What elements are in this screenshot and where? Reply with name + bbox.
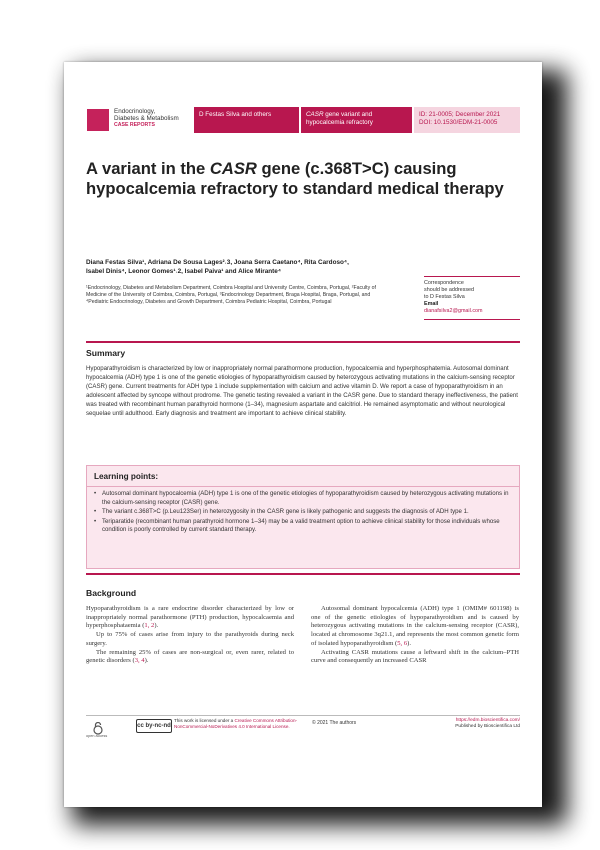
citation-link[interactable]: 5, 6 — [397, 639, 408, 647]
citation-link[interactable]: 3, 4 — [134, 657, 145, 665]
header-authors: D Festas Silva and others — [194, 107, 299, 133]
paragraph: Hypoparathyroidism is a rare endocrine disorder characterized by low or inappropriately normal parathormone (PTH) production, hypocalcaemia and hyperphosphataemia (1, 2). — [86, 605, 294, 630]
learning-points-heading: Learning points: — [94, 472, 159, 481]
cc-license-icon[interactable]: cc by-nc-nd — [136, 719, 172, 733]
section-divider — [86, 341, 520, 343]
list-item: • The variant c.368T>C (p.Leu123Ser) in heterozygosity in the CASR gene is likely pathogenic and suggests the diagnosis of ADH type 1. — [94, 508, 514, 517]
affiliations: ¹Endocrinology, Diabetes and Metabolism Department, Coimbra Hospital and University Centre, Coimbra, Portugal, ²Faculty of Medicine of the University of Coimbra, Coimbra, Portugal, ³Endocrinology Department, Braga Hospital, Braga, Portugal, and ⁴Pediatric Endocrinology, Diabetes and Growth Department, Coimbra Pediatric Hospital, Coimbra, Portugal — [86, 285, 376, 305]
body-column-left — [86, 605, 294, 666]
learning-points-list — [94, 490, 514, 536]
license-link[interactable]: Creative Commons Attribution-NonCommercial-NoDerivatives 4.0 International License. — [174, 718, 298, 729]
summary-heading: Summary — [86, 348, 126, 358]
list-item: • Autosomal dominant hypocalcemia (ADH) type 1 is one of the genetic etiologies of hypoparathyroidism caused by heterozygous activating mutations in the calcium-sensing receptor (CASR) gene. — [94, 490, 514, 507]
journal-url: https://edm.bioscientifica.com/ Published by Bioscientifica Ltd — [394, 718, 520, 731]
edm-logo-icon — [87, 109, 109, 131]
paragraph: Up to 75% of cases arise from injury to the parathyroids during neck surgery. — [86, 631, 294, 647]
body-column-right — [311, 605, 519, 666]
article-title: A variant in the CASR gene (c.368T>C) causing hypocalcemia refractory to standard medical therapy — [86, 159, 504, 198]
summary-text: Hypoparathyroidism is characterized by low or inappropriately normal parathormone production, hypocalcemia and hyperphosphatemia. Autosomal dominant hypocalcemia (ADH) type 1 is one of the genetic etiologies of hypoparathyroidism caused by heterozygous activating mutations in the calcium-sensing receptor (CASR) gene. Current treatments for ADH type 1 include supplementation with calcium and active vitamin D. We report a case of hypoparathyroidism in an adolescent affected by syncope without prodrome. The genetic testing revealed a variant in the CASR gene. Due to standard therapy ineffectiveness, the patient was treated with recombinant human parathyroid hormone (1–34), magnesium aspartate and calcitriol. He remained asymptomatic and without neurological sequelae until adulthood. Early diagnosis and treatment are important to achieve clinical stability. — [86, 365, 518, 417]
journal-url-link[interactable]: https://edm.bioscientifica.com/ — [455, 718, 520, 723]
background-heading: Background — [86, 588, 137, 598]
list-item: • Teriparatide (recombinant human parathyroid hormone 1–34) may be a valid treatment option to achieve clinical stability for those individuals whose condition is poorly controlled by current standard therapy. — [94, 518, 514, 535]
paragraph: Activating CASR mutations cause a leftward shift in the calcium–PTH curve and consequently an increased CASR — [311, 648, 519, 665]
section-divider — [86, 573, 520, 575]
license-text: This work is licensed under a Creative Commons Attribution-NonCommercial-NoDerivatives 4.0 International License. — [174, 718, 298, 729]
journal-name: Endocrinology, Diabetes & Metabolism CASE REPORTS — [114, 108, 179, 128]
paragraph: Autosomal dominant hypocalcemia (ADH) type 1 (OMIM# 601198) is one of the genetic etiologies of hypoparathyroidism and is caused by heterozygous activating mutations in the calcium-sensing receptor (CASR), located at chromosome 3q21.1, and represents the most common genetic form of isolated hypoparathyroidism (5, 6). — [311, 605, 519, 647]
author-list: Diana Festas Silva¹, Adriana De Sousa Lages²˒3, Joana Serra Caetano⁴, Rita Cardoso⁴, Isabel Dinis⁴, Leonor Gomes¹˒2, Isabel Paiva¹ and Alice Mirante⁴ — [86, 259, 349, 275]
header-short-title: CASR gene variant and hypocalcemia refractory — [301, 107, 412, 133]
paragraph: The remaining 25% of cases are non-surgical or, even rarer, related to genetic disorders (3, 4). — [86, 648, 294, 665]
correspondence-email-link[interactable]: dianafsilva2@gmail.com — [424, 308, 483, 314]
header-doi: ID: 21-0005; December 2021 DOI: 10.1530/EDM-21-0005 — [414, 107, 520, 133]
article-page — [64, 62, 542, 807]
correspondence-box: Correspondence should be addressed to D Festas Silva Email dianafsilva2@gmail.com — [424, 276, 520, 320]
learning-points-divider — [86, 486, 520, 487]
footer-divider — [86, 715, 520, 716]
citation-link[interactable]: 1, 2 — [144, 622, 155, 630]
open-access-label: open access — [86, 734, 108, 738]
copyright: © 2021 The authors — [312, 720, 357, 726]
